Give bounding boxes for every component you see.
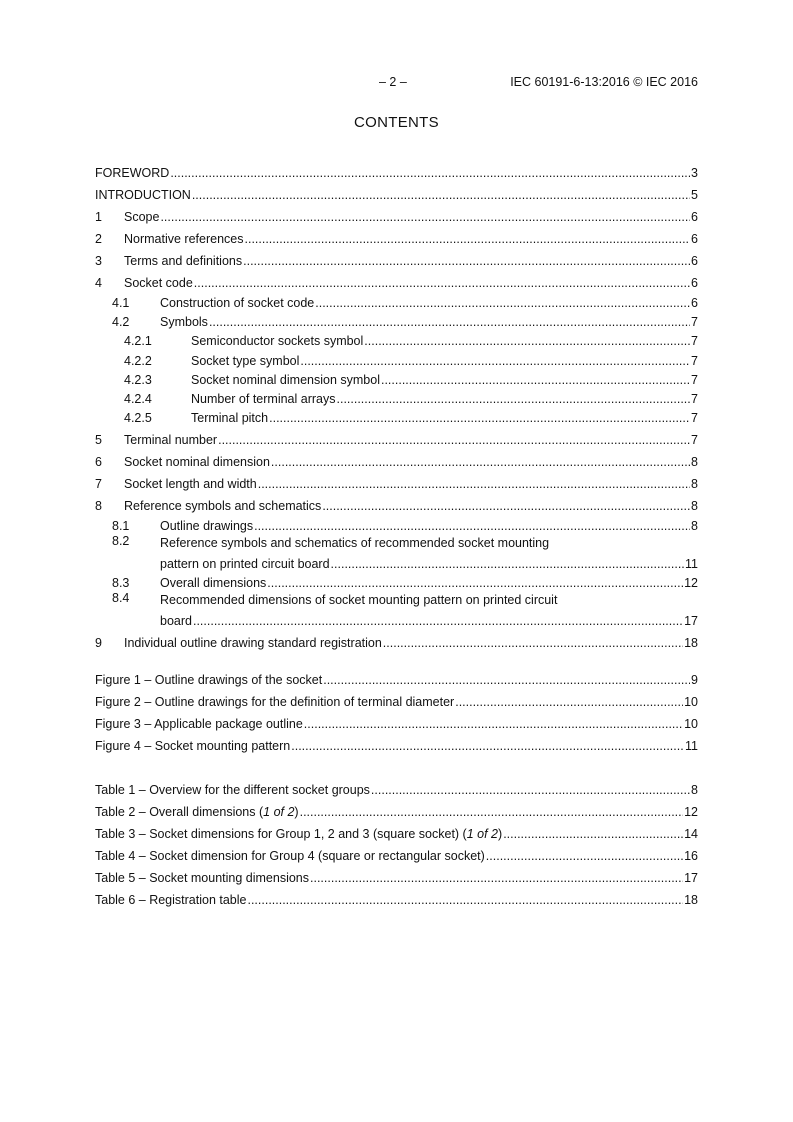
toc-entry-4-2-1[interactable] bbox=[95, 330, 698, 349]
toc-entry-4-2-3[interactable] bbox=[95, 369, 698, 388]
dot-leader bbox=[193, 614, 683, 629]
toc-entry-5[interactable] bbox=[95, 426, 698, 448]
toc-entry-text-line1: Recommended dimensions of socket mounting pattern on printed circuit bbox=[160, 593, 558, 608]
toc-entry-text: Terms and definitions bbox=[124, 254, 243, 268]
toc-entry-text-line1: Reference symbols and schematics of recommended socket mounting bbox=[160, 535, 550, 550]
toc-entry-8-2[interactable] bbox=[95, 534, 698, 572]
toc-entry-page: 17 bbox=[684, 614, 698, 629]
toc-entry-text: Outline drawings bbox=[160, 518, 254, 533]
toc-entry-4-2-5[interactable] bbox=[95, 407, 698, 426]
table-entry-page: 14 bbox=[684, 827, 698, 841]
document-reference: IEC 60191-6-13:2016 © IEC 2016 bbox=[510, 75, 698, 89]
dot-leader bbox=[323, 673, 690, 688]
toc-entry-number: 4 bbox=[95, 276, 102, 290]
toc-entry-number: 8.4 bbox=[112, 591, 130, 606]
toc-entry-text: Terminal pitch bbox=[191, 411, 269, 426]
toc-entry-text-line2: pattern on printed circuit board bbox=[160, 556, 330, 571]
figure-entry-text: Figure 4 – Socket mounting pattern bbox=[95, 739, 291, 753]
dot-leader bbox=[371, 783, 690, 798]
toc-entry-number: 3 bbox=[95, 254, 102, 268]
toc-entry-text: Socket code bbox=[124, 276, 193, 290]
table-entry-6[interactable] bbox=[95, 886, 698, 908]
toc-entry-number: 8.1 bbox=[112, 518, 130, 533]
toc-entry-text: INTRODUCTION bbox=[95, 188, 191, 202]
dot-leader bbox=[322, 499, 690, 514]
toc-entry-page: 3 bbox=[691, 166, 698, 180]
table-entry-text: Table 6 – Registration table bbox=[95, 893, 247, 907]
toc-entry-number: 6 bbox=[95, 455, 102, 470]
dot-leader bbox=[503, 827, 683, 842]
toc-entry-text: FOREWORD bbox=[95, 166, 170, 180]
dot-leader bbox=[304, 717, 683, 732]
toc-entry-page: 18 bbox=[684, 636, 698, 651]
toc-entry-number: 8 bbox=[95, 499, 102, 514]
toc-entry-page: 7 bbox=[691, 411, 698, 426]
toc-entry-number: 4.2.3 bbox=[124, 372, 152, 387]
toc-entry-text-line2: board bbox=[160, 614, 192, 629]
dot-leader bbox=[254, 519, 690, 534]
toc-entry-page: 7 bbox=[691, 433, 698, 448]
table-of-contents bbox=[95, 159, 698, 651]
toc-entry-page: 8 bbox=[691, 518, 698, 533]
table-entry-page: 17 bbox=[684, 871, 698, 885]
toc-entry-page: 6 bbox=[691, 295, 698, 310]
dot-leader bbox=[192, 188, 690, 203]
dot-leader bbox=[269, 411, 690, 426]
dot-leader bbox=[455, 695, 683, 710]
dot-leader bbox=[247, 893, 683, 908]
dot-leader bbox=[315, 296, 690, 311]
toc-entry-number: 2 bbox=[95, 232, 102, 246]
toc-entry-page: 7 bbox=[691, 392, 698, 407]
toc-entry-2[interactable] bbox=[95, 225, 698, 247]
table-entry-3[interactable] bbox=[95, 820, 698, 842]
table-entry-text: Table 2 – Overall dimensions (1 of 2) bbox=[95, 805, 299, 819]
toc-entry-text: Reference symbols and schematics bbox=[124, 499, 322, 514]
toc-entry-page: 8 bbox=[691, 477, 698, 492]
toc-entry-number: 1 bbox=[95, 210, 102, 224]
toc-entry-page: 7 bbox=[691, 315, 698, 329]
table-entry-5[interactable] bbox=[95, 864, 698, 886]
dot-leader bbox=[381, 373, 690, 388]
toc-entry-text: Socket length and width bbox=[124, 477, 257, 492]
toc-entry-8[interactable] bbox=[95, 492, 698, 514]
dot-leader bbox=[245, 232, 691, 247]
table-entry-1[interactable] bbox=[95, 776, 698, 798]
toc-entry-page: 8 bbox=[691, 455, 698, 470]
toc-entry-number: 4.2.1 bbox=[124, 334, 152, 349]
toc-entry-page: 7 bbox=[691, 334, 698, 349]
toc-entry-text: Normative references bbox=[124, 232, 244, 246]
figure-entry-text: Figure 1 – Outline drawings of the socket bbox=[95, 673, 323, 687]
toc-entry-page: 7 bbox=[691, 372, 698, 387]
figure-entry-4[interactable] bbox=[95, 732, 698, 754]
toc-entry-text: Socket nominal dimension bbox=[124, 455, 270, 470]
figure-entry-page: 10 bbox=[684, 695, 698, 709]
table-entry-text: Table 1 – Overview for the different socket groups bbox=[95, 783, 370, 797]
toc-entry-number: 4.2.2 bbox=[124, 353, 152, 368]
table-entry-page: 16 bbox=[684, 849, 698, 863]
dot-leader bbox=[364, 334, 690, 349]
dot-leader bbox=[331, 557, 684, 572]
toc-entry-number: 8.3 bbox=[112, 576, 130, 591]
dot-leader bbox=[271, 455, 690, 470]
page-number: – 2 – bbox=[379, 75, 407, 89]
toc-entry-text: Individual outline drawing standard registration bbox=[124, 636, 382, 651]
figure-entry-3[interactable] bbox=[95, 710, 698, 732]
figure-entry-page: 11 bbox=[685, 739, 698, 753]
dot-leader bbox=[383, 636, 683, 651]
toc-entry-page: 6 bbox=[691, 232, 698, 246]
toc-entry-number: 7 bbox=[95, 477, 102, 492]
dot-leader bbox=[194, 276, 690, 291]
toc-entry-page: 11 bbox=[685, 556, 698, 571]
toc-entry-number: 8.2 bbox=[112, 533, 130, 548]
toc-entry-6[interactable] bbox=[95, 448, 698, 470]
table-entry-page: 18 bbox=[684, 893, 698, 907]
toc-entry-foreword[interactable] bbox=[95, 159, 698, 181]
table-entry-text: Table 4 – Socket dimension for Group 4 (square or rectangular socket) bbox=[95, 849, 485, 863]
dot-leader bbox=[310, 871, 683, 886]
toc-entry-8-3[interactable] bbox=[95, 572, 698, 592]
toc-entry-1[interactable] bbox=[95, 203, 698, 225]
toc-entry-number: 4.2 bbox=[112, 315, 130, 329]
dot-leader bbox=[300, 805, 684, 820]
figure-entry-2[interactable] bbox=[95, 688, 698, 710]
toc-entry-introduction[interactable] bbox=[95, 181, 698, 203]
dot-leader bbox=[160, 210, 690, 225]
toc-entry-8-1[interactable] bbox=[95, 514, 698, 534]
figure-entry-1[interactable] bbox=[95, 666, 698, 688]
dot-leader bbox=[218, 433, 690, 448]
table-entry-text: Table 3 – Socket dimensions for Group 1, 2 and 3 (square socket) (1 of 2) bbox=[95, 827, 503, 841]
table-entry-2[interactable] bbox=[95, 798, 698, 820]
toc-entry-9[interactable] bbox=[95, 629, 698, 651]
figure-entry-page: 10 bbox=[684, 717, 698, 731]
dot-leader bbox=[258, 477, 690, 492]
table-part-italic: 1 of 2 bbox=[263, 805, 295, 819]
toc-entry-number: 4.2.5 bbox=[124, 411, 152, 426]
toc-entry-4[interactable] bbox=[95, 269, 698, 291]
figure-entry-text: Figure 3 – Applicable package outline bbox=[95, 717, 303, 731]
table-entry-page: 12 bbox=[684, 805, 698, 819]
page-header bbox=[0, 75, 793, 93]
toc-entry-4-1[interactable] bbox=[95, 291, 698, 311]
dot-leader bbox=[209, 315, 690, 330]
dot-leader bbox=[291, 739, 684, 754]
dot-leader bbox=[300, 354, 690, 369]
toc-entry-page: 12 bbox=[684, 576, 698, 591]
figure-entry-text: Figure 2 – Outline drawings for the definition of terminal diameter bbox=[95, 695, 455, 709]
toc-entry-number: 4.1 bbox=[112, 295, 130, 310]
toc-entry-page: 6 bbox=[691, 254, 698, 268]
toc-entry-4-2-4[interactable] bbox=[95, 388, 698, 407]
toc-entry-text: Scope bbox=[124, 210, 160, 224]
toc-entry-page: 6 bbox=[691, 210, 698, 224]
table-entry-text: Table 5 – Socket mounting dimensions bbox=[95, 871, 310, 885]
dot-leader bbox=[243, 254, 690, 269]
table-part-italic: 1 of 2 bbox=[466, 827, 499, 841]
figure-entry-page: 9 bbox=[691, 673, 698, 687]
toc-entry-4-2-2[interactable] bbox=[95, 349, 698, 368]
toc-entry-text: Socket type symbol bbox=[191, 353, 300, 368]
toc-entry-page: 6 bbox=[691, 276, 698, 290]
toc-entry-page: 8 bbox=[691, 499, 698, 514]
toc-entry-number: 4.2.4 bbox=[124, 392, 152, 407]
table-entry-page: 8 bbox=[691, 783, 698, 797]
toc-entry-4-2[interactable] bbox=[95, 311, 698, 331]
toc-entry-number: 5 bbox=[95, 433, 102, 448]
toc-entry-text: Socket nominal dimension symbol bbox=[191, 372, 380, 387]
toc-entry-page: 5 bbox=[691, 188, 698, 202]
toc-entry-text: Overall dimensions bbox=[160, 576, 267, 591]
toc-entry-3[interactable] bbox=[95, 247, 698, 269]
toc-entry-7[interactable] bbox=[95, 470, 698, 492]
toc-entry-text: Terminal number bbox=[124, 433, 218, 448]
dot-leader bbox=[337, 392, 691, 407]
toc-entry-text: Semiconductor sockets symbol bbox=[191, 334, 364, 349]
dot-leader bbox=[486, 849, 683, 864]
dot-leader bbox=[170, 166, 690, 181]
list-of-figures bbox=[95, 666, 698, 754]
page-title: CONTENTS bbox=[354, 114, 439, 131]
toc-entry-number: 9 bbox=[95, 636, 102, 651]
list-of-tables bbox=[95, 776, 698, 908]
toc-entry-8-4[interactable] bbox=[95, 591, 698, 629]
dot-leader bbox=[267, 576, 683, 591]
toc-entry-text: Symbols bbox=[160, 315, 208, 329]
toc-entry-page: 7 bbox=[691, 353, 698, 368]
toc-entry-text: Number of terminal arrays bbox=[191, 392, 336, 407]
toc-entry-text: Construction of socket code bbox=[160, 295, 315, 310]
table-entry-4[interactable] bbox=[95, 842, 698, 864]
